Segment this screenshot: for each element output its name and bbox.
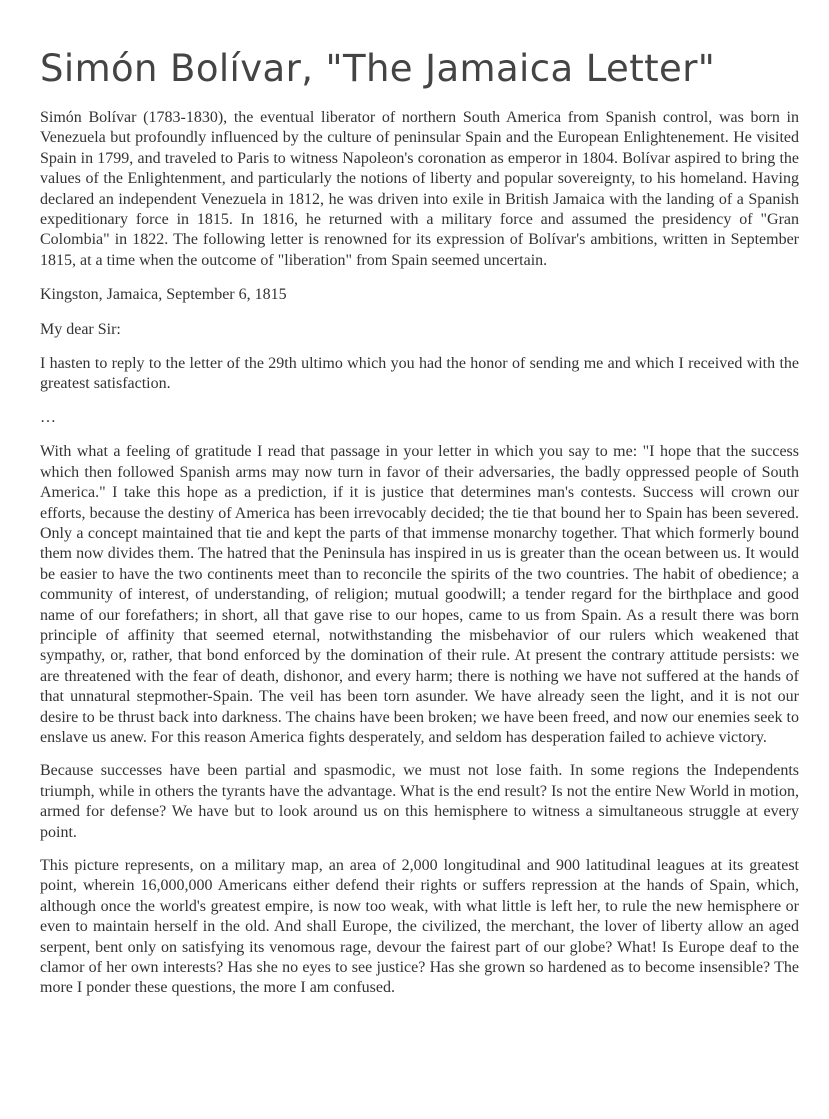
letter-paragraph: This picture represents, on a military map, an area of 2,000 longitudinal and 900 latitudinal leagues at its greatest point, wherein 16,000,000 Americans either defend their rights or suffers repression at the hands of Spain, which, although once the world's greatest empire, is now too weak, with what little is left her, to rule the new hemisphere or even to maintain herself in the old. And shall Europe, the civilized, the merchant, the lover of liberty allow an aged serpent, bent only on satisfying its venomous rage, devour the fairest part of our globe? What! Is Europe deaf to the clamor of her own interests? Has she no eyes to see justice? Has she grown so hardened as to become insensible? The more I ponder these questions, the more I am confused. — [40, 857, 799, 997]
letter-salutation: My dear Sir: — [40, 320, 121, 338]
letter-paragraph: With what a feeling of gratitude I read that passage in your letter in which you say to me: "I hope that the success which then followed Spanish arms may now turn in favor of their adversaries, the badly oppressed people of South America." I take this hope as a prediction, if it is justice that determines man's contests. Success will crown our efforts, because the destiny of America has been irrevocably decided; the tie that bound her to Spain has been severed. Only a concept maintained that tie and kept the parts of that immense monarchy together. That which formerly bound them now divides them. The hatred that the Peninsula has inspired in us is greater than the ocean between us. It would be easier to have the two continents meet than to reconcile the spirits of the two countries. The habit of obedience; a community of interest, of understanding, of religion; mutual goodwill; a tender regard for the birthplace and good name of our forefathers; in short, all that gave rise to our hopes, came to us from Spain. As a result there was born principle of affinity that seemed eternal, notwithstanding the misbehavior of our rulers which weakened that sympathy, or, rather, that bond enforced by the domination of their rule. At present the contrary attitude persists: we are threatened with the fear of death, dishonor, and every harm; there is nothing we have not suffered at the hands of that unnatural stepmother-Spain. The veil has been torn asunder. We have already seen the light, and it is not our desire to be thrust back into darkness. The chains have been broken; we have been freed, and now our enemies seek to enslave us anew. For this reason America fights desperately, and seldom has desperation failed to achieve victory. — [40, 443, 799, 746]
letter-paragraph: Because successes have been partial and spasmodic, we must not lose faith. In some regions the Independents triumph, while in others the tyrants have the advantage. What is the end result? Is not the entire New World in motion, armed for defense? We have but to look around us on this hemisphere to witness a simultaneous struggle at every point. — [40, 762, 799, 841]
letter-paragraph: I hasten to reply to the letter of the 29th ultimo which you had the honor of sending me and which I received with the greatest satisfaction. — [40, 355, 799, 393]
ellipsis: … — [40, 408, 56, 426]
document-page — [40, 44, 799, 1012]
intro-paragraph: Simón Bolívar (1783-1830), the eventual liberator of northern South America from Spanish control, was born in Venezuela but profoundly influenced by the culture of peninsular Spain and the European Enlightenement. He visited Spain in 1799, and traveled to Paris to witness Napoleon's coronation as emperor in 1804. Bolívar aspired to bring the values of the Enlightenment, and particularly the notions of liberty and popular sovereignty, to his homeland. Having declared an independent Venezuela in 1812, he was driven into exile in British Jamaica with the landing of a Spanish expeditionary force in 1815. In 1816, he returned with a military force and assumed the presidency of "Gran Colombia" in 1822. The following letter is renowned for its expression of Bolívar's ambitions, written in September 1815, at a time when the outcome of "liberation" from Spain seemed uncertain. — [40, 109, 799, 269]
letter-dateline: Kingston, Jamaica, September 6, 1815 — [40, 286, 287, 304]
page-title: Simón Bolívar, "The Jamaica Letter" — [40, 47, 716, 90]
